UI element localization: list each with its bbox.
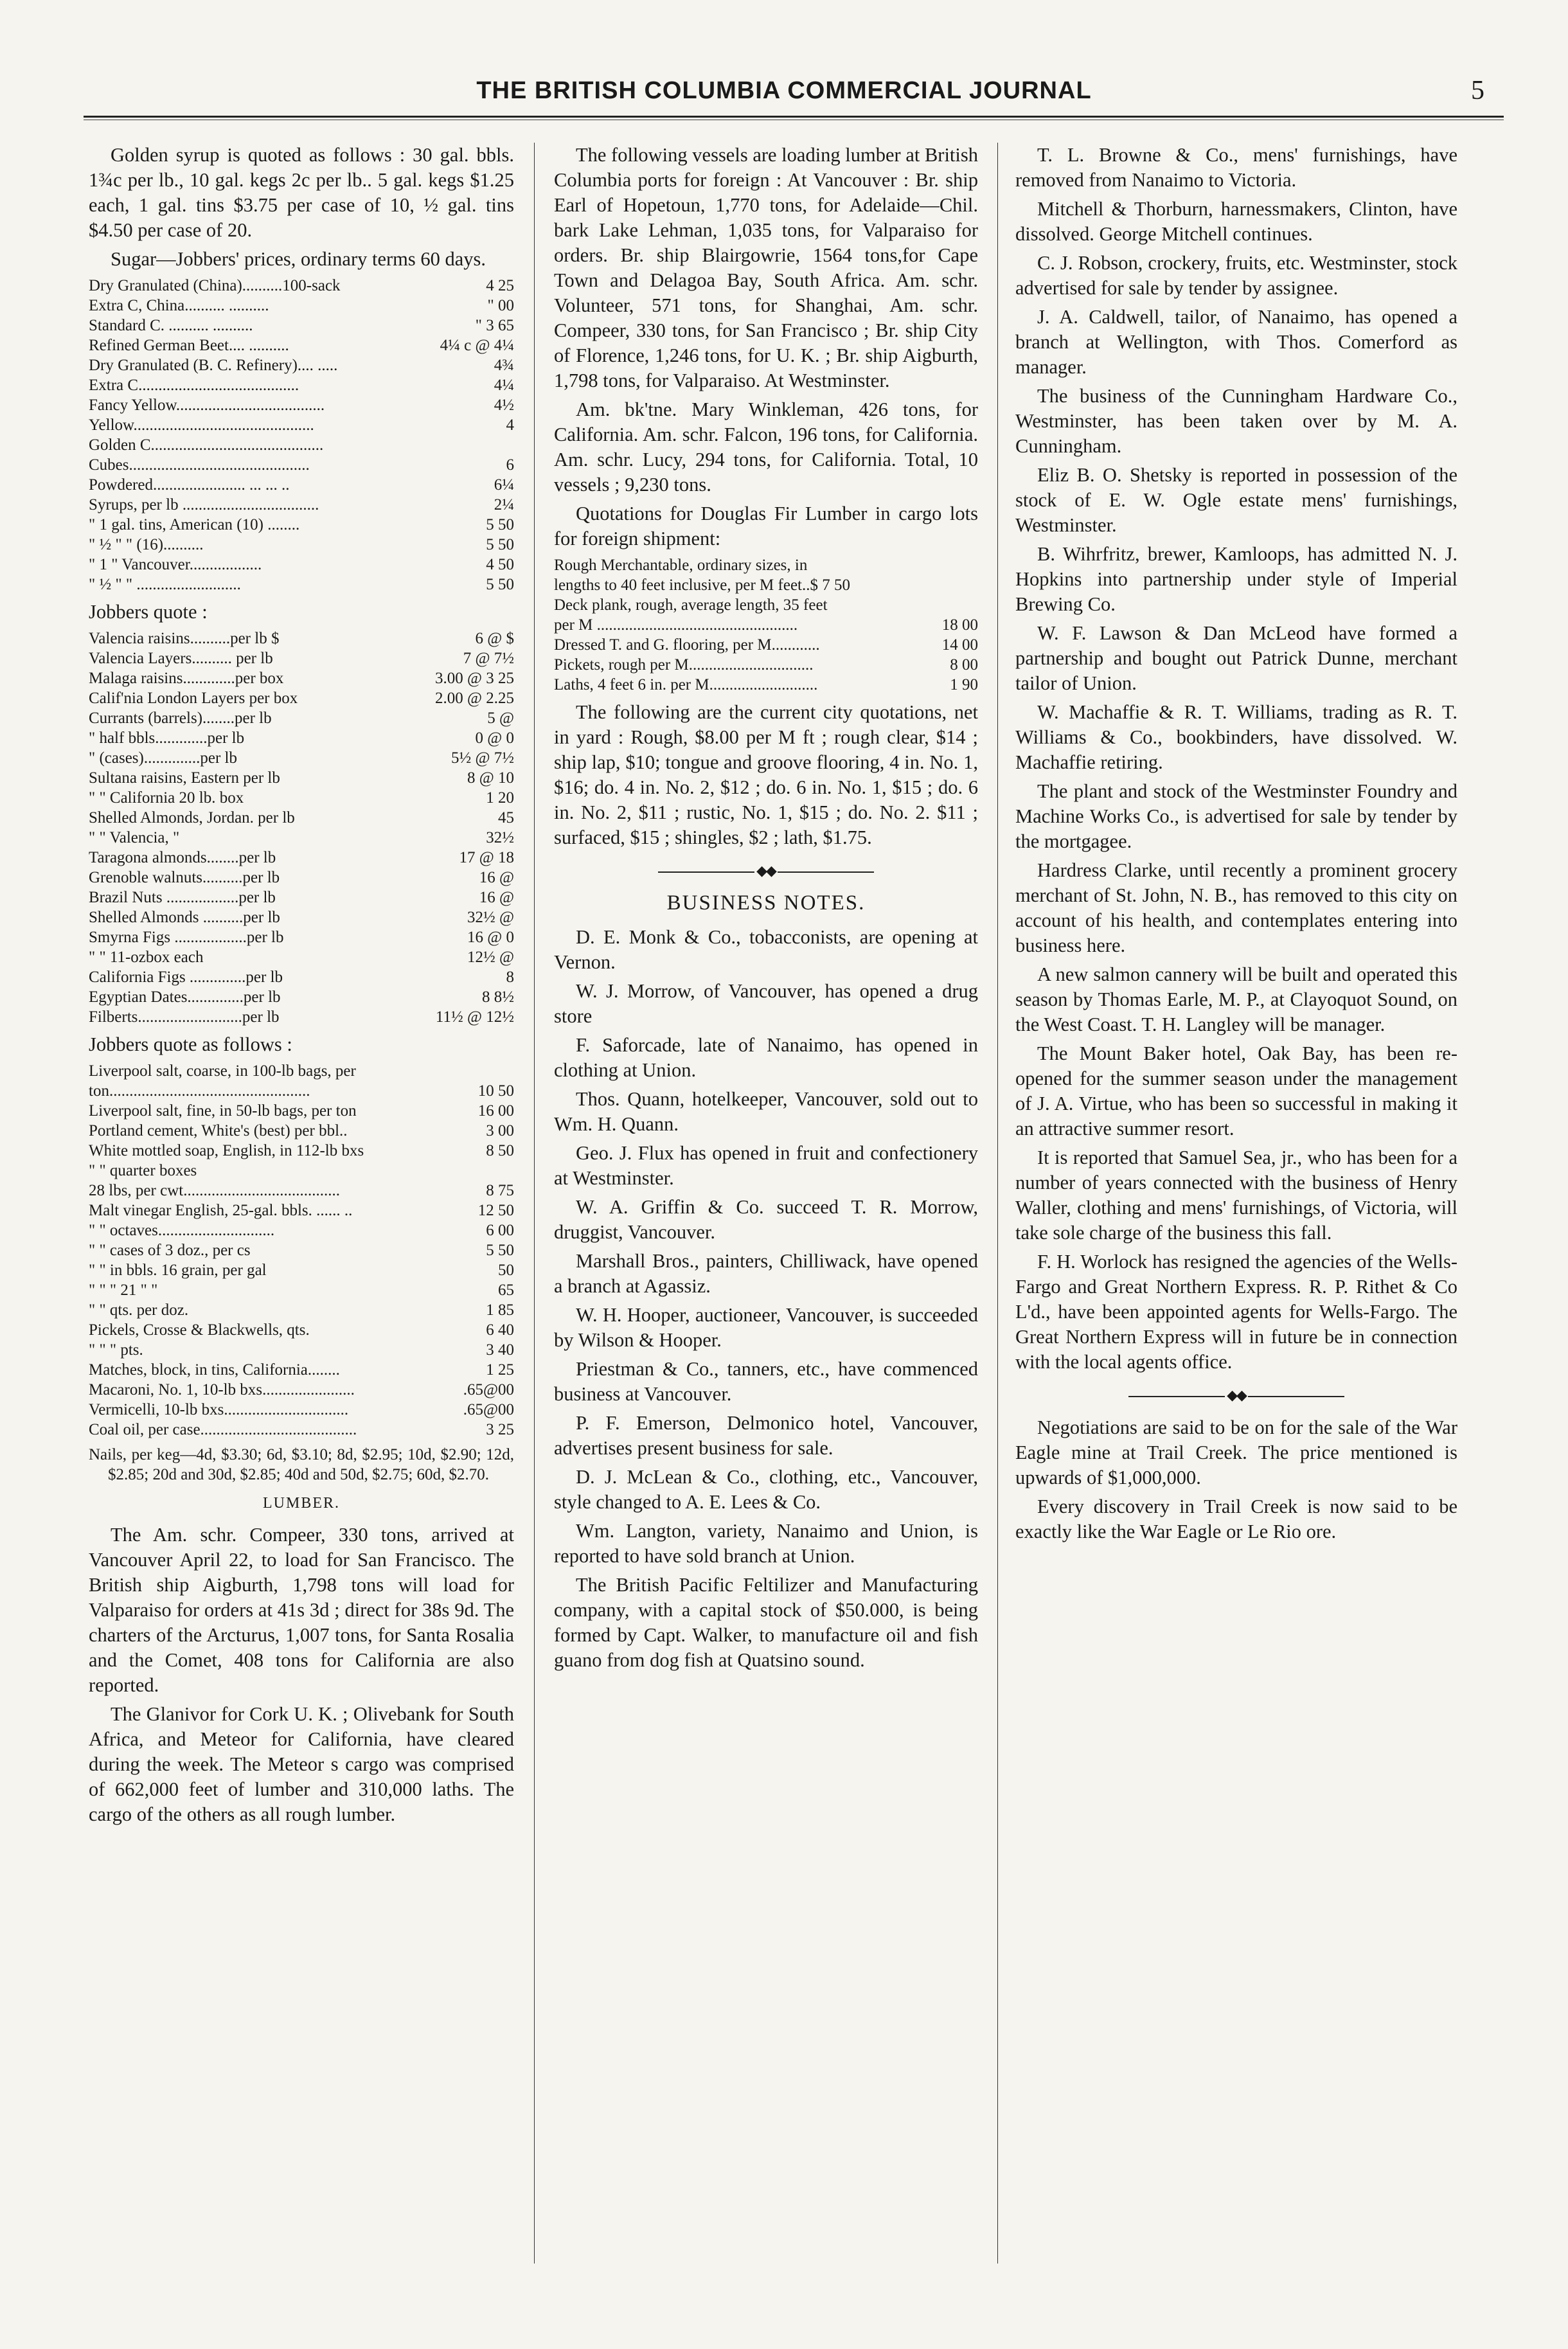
business-note: F. H. Worlock has resigned the agencies of the Wells-Fargo and Great Northern Express. R. P. Rithet & Co L'd., have been appointed agents for Wells-Fargo. The Great Northern Express will in future be in connection with the local agents office.: [1015, 1251, 1457, 1373]
price-item-name: Liverpool salt, fine, in 50-lb bags, per ton: [89, 1102, 357, 1120]
price-item-value: 8 75: [486, 1182, 514, 1199]
price-row: [89, 276, 514, 296]
column-divider-2: [997, 143, 998, 2264]
price-row: [89, 296, 514, 316]
price-item-value: 6¼: [494, 476, 514, 494]
business-note: Thos. Quann, hotelkeeper, Vancouver, sold out to Wm. H. Quann.: [554, 1088, 978, 1135]
price-row: [89, 1220, 514, 1240]
price-item-name: " 1 gal. tins, American (10) ........: [89, 516, 300, 533]
price-row: [89, 395, 514, 415]
column-1: [89, 143, 514, 1831]
sugar-intro: Sugar—Jobbers' prices, ordinary terms 60 days.: [111, 248, 486, 270]
section-ornament-2: ◆◆: [1015, 1382, 1457, 1407]
price-item-value: 1 85: [486, 1301, 514, 1319]
price-row: [89, 415, 514, 435]
price-item-name: Golden C...........................................: [89, 436, 324, 454]
business-note: W. F. Lawson & Dan McLeod have formed a partnership and bought out Patrick Dunne, merchant tailor of Union.: [1015, 622, 1457, 694]
business-note: B. Wihrfritz, brewer, Kamloops, has admitted N. J. Hopkins into partnership under style of Imperial Brewing Co.: [1015, 543, 1457, 615]
section-ornament: ◆◆: [554, 858, 978, 883]
price-row: [89, 868, 514, 888]
price-row: [89, 1141, 514, 1161]
price-item-name: per M ..................................................: [554, 616, 798, 634]
column-divider-1: [534, 143, 535, 2264]
price-item-value: 4 50: [486, 556, 514, 573]
price-item-name: " " octaves.............................: [89, 1222, 275, 1239]
price-row: [89, 1161, 514, 1181]
price-item-value: 5 50: [486, 1242, 514, 1259]
price-item-value: 6 40: [486, 1321, 514, 1339]
price-row: [89, 1201, 514, 1220]
price-item-name: Standard C. .......... ..........: [89, 317, 253, 334]
sugar-price-table: [89, 276, 514, 594]
price-item-name: " 1 " Vancouver..................: [89, 556, 262, 573]
price-row: [89, 728, 514, 748]
price-row: [89, 748, 514, 768]
price-row: [89, 1420, 514, 1440]
price-item-value: .65@00: [463, 1381, 514, 1398]
price-row: [89, 648, 514, 668]
business-note: Hardress Clarke, until recently a prominent grocery merchant of St. John, N. B., has removed to this city on account of his health, and contemplates entering into business here.: [1015, 859, 1457, 956]
business-note: Geo. J. Flux has opened in fruit and confectionery at Westminster.: [554, 1142, 978, 1189]
price-item-name: " " in bbls. 16 grain, per gal: [89, 1262, 267, 1279]
price-item-value: 4¼: [494, 377, 514, 394]
price-item-name: Portland cement, White's (best) per bbl..: [89, 1122, 348, 1139]
goods-price-table: [89, 1061, 514, 1440]
price-item-value: 7 @ 7½: [463, 650, 514, 667]
price-item-name: " " 11-ozbox each: [89, 949, 204, 966]
price-item-value: [974, 595, 978, 615]
price-row: [554, 555, 978, 575]
price-item-name: " " Valencia, ": [89, 829, 180, 846]
business-note: T. L. Browne & Co., mens' furnishings, have removed from Nanaimo to Victoria.: [1015, 144, 1457, 191]
price-item-value: 3 25: [486, 1421, 514, 1438]
price-item-value: 4½: [494, 397, 514, 414]
business-note: D. J. McLean & Co., clothing, etc., Vancouver, style changed to A. E. Lees & Co.: [554, 1466, 978, 1513]
price-item-name: Dressed T. and G. flooring, per M............: [554, 636, 820, 654]
price-item-value: 12½ @: [467, 949, 514, 966]
price-item-value: 8 50: [486, 1142, 514, 1159]
price-item-name: Pickets, rough per M...............................: [554, 656, 814, 674]
price-row: [89, 1181, 514, 1201]
westminster-vessels-paragraph: Am. bk'tne. Mary Winkleman, 426 tons, for California. Am. schr. Falcon, 196 tons, for California. Am. schr. Lucy, 294 tons, for California. Total, 10 vessels ; 9,230 tons.: [554, 398, 978, 496]
price-item-value: 17 @ 18: [459, 849, 514, 866]
price-item-name: Powdered....................... ... ... ..: [89, 476, 290, 494]
price-item-name: White mottled soap, English, in 112-lb bxs: [89, 1142, 364, 1159]
price-row: [89, 575, 514, 594]
price-item-name: Laths, 4 feet 6 in. per M...........................: [554, 676, 818, 693]
price-item-value: 8 00: [950, 656, 978, 674]
business-note: W. A. Griffin & Co. succeed T. R. Morrow, druggist, Vancouver.: [554, 1196, 978, 1243]
price-item-value: 8: [506, 969, 514, 986]
price-item-value: 1 90: [950, 676, 978, 693]
business-note: The business of the Cunningham Hardware Co., Westminster, has been taken over by M. A. Cunningham.: [1015, 385, 1457, 457]
price-row: [89, 1300, 514, 1320]
price-item-name: Brazil Nuts ..................per lb: [89, 889, 276, 906]
price-row: [89, 848, 514, 868]
price-row: [89, 535, 514, 555]
price-row: [89, 1340, 514, 1360]
business-note: W. Machaffie & R. T. Williams, trading as R. T. Williams & Co., bookbinders, have dissolved. W. Machaffie retiring.: [1015, 701, 1457, 773]
price-item-value: 32½ @: [467, 909, 514, 926]
price-row: [554, 615, 978, 635]
price-item-value: 50: [498, 1262, 514, 1279]
price-item-name: Deck plank, rough, average length, 35 feet: [554, 596, 828, 614]
business-note: The Mount Baker hotel, Oak Bay, has been re-opened for the summer season under the management of J. A. Virtue, who has been so successful in making it an attractive summer resort.: [1015, 1042, 1457, 1139]
price-item-value: [510, 435, 514, 455]
price-row: [89, 495, 514, 515]
price-item-value: 32½: [486, 829, 514, 846]
price-item-name: " ½ " " ..........................: [89, 576, 241, 593]
price-item-value: [974, 575, 978, 595]
price-row: [89, 888, 514, 907]
price-item-value: .65@00: [463, 1401, 514, 1418]
jobbers-quote-label-2: Jobbers quote as follows :: [89, 1033, 292, 1055]
column-3: [1015, 143, 1457, 1548]
price-row: [89, 1360, 514, 1380]
price-item-value: 6 @ $: [475, 630, 514, 647]
price-row: [89, 555, 514, 575]
price-item-value: [510, 1161, 514, 1181]
price-item-name: Valencia raisins..........per lb $: [89, 630, 280, 647]
business-note: Wm. Langton, variety, Nanaimo and Union, is reported to have sold branch at Union.: [554, 1520, 978, 1567]
journal-title: THE BRITISH COLUMBIA COMMERCIAL JOURNAL: [476, 77, 1092, 104]
price-row: [89, 1260, 514, 1280]
price-item-name: " half bbls.............per lb: [89, 729, 245, 747]
price-item-name: Cubes.............................................: [89, 456, 310, 474]
price-item-name: 28 lbs, per cwt.......................................: [89, 1182, 340, 1199]
price-row: [89, 927, 514, 947]
price-item-value: " 3 65: [475, 317, 514, 334]
price-row: [89, 668, 514, 688]
business-note: Mitchell & Thorburn, harnessmakers, Clinton, have dissolved. George Mitchell continues.: [1015, 198, 1457, 245]
lumber-paragraph-2: The Glanivor for Cork U. K. ; Olivebank for South Africa, and Meteor for California, have cleared during the week. The Meteor s cargo was comprised of 662,000 feet of lumber and 310,000 laths. The cargo of the others as all rough lumber.: [89, 1703, 514, 1825]
page-number: 5: [1471, 76, 1484, 105]
price-row: [554, 595, 978, 615]
price-row: [89, 475, 514, 495]
price-item-value: 10 50: [477, 1082, 514, 1100]
price-item-name: Shelled Almonds, Jordan. per lb: [89, 809, 295, 826]
price-item-name: Dry Granulated (B. C. Refinery).... .....: [89, 357, 338, 374]
price-item-value: 0 @ 0: [475, 729, 514, 747]
price-row: [89, 808, 514, 828]
price-row: [89, 1240, 514, 1260]
price-row: [89, 828, 514, 848]
price-row: [554, 675, 978, 695]
price-item-value: " 00: [487, 297, 514, 314]
price-item-name: Syrups, per lb ..................................: [89, 496, 319, 514]
price-item-value: 12 50: [477, 1202, 514, 1219]
price-item-value: 65: [498, 1282, 514, 1299]
price-item-name: Malaga raisins.............per box: [89, 670, 284, 687]
lumber-paragraph-1: The Am. schr. Compeer, 330 tons, arrived at Vancouver April 22, to load for San Francisco. The British ship Aigburth, 1,798 tons will load for Valparaiso for orders at 41s 3d ; direct for 38s 9d. The charters of the Arcturus, 1,007 tons, for Santa Rosalia and the Comet, 408 tons for California are also reported.: [89, 1524, 514, 1696]
column-2: [554, 143, 978, 1677]
business-note: Negotiations are said to be on for the sale of the War Eagle mine at Trail Creek. The price mentioned is upwards of $1,000,000.: [1015, 1416, 1457, 1488]
business-note: W. J. Morrow, of Vancouver, has opened a drug store: [554, 980, 978, 1027]
price-row: [89, 987, 514, 1007]
price-row: [554, 655, 978, 675]
business-note: It is reported that Samuel Sea, jr., who has been for a number of years connected with the business of Henry Waller, clothing and mens' furnishings, of Victoria, will take sole charge of the business this fall.: [1015, 1147, 1457, 1244]
price-item-value: 4 25: [486, 277, 514, 294]
price-row: [89, 688, 514, 708]
price-row: [89, 967, 514, 987]
price-item-value: 5½ @ 7½: [450, 749, 514, 767]
price-row: [89, 768, 514, 788]
price-item-name: Filberts..........................per lb: [89, 1008, 280, 1026]
price-item-name: Vermicelli, 10-lb bxs...............................: [89, 1401, 349, 1418]
price-item-name: Malt vinegar English, 25-gal. bbls. ...... ..: [89, 1202, 353, 1219]
price-item-value: 5 @: [487, 710, 514, 727]
price-item-value: [974, 555, 978, 575]
price-item-value: [510, 1061, 514, 1081]
price-row: [89, 1320, 514, 1340]
price-item-name: Macaroni, No. 1, 10-lb bxs.......................: [89, 1381, 355, 1398]
price-item-value: 11½ @ 12½: [435, 1008, 514, 1026]
price-item-name: " " California 20 lb. box: [89, 789, 244, 807]
price-item-name: " " cases of 3 doz., per cs: [89, 1242, 251, 1259]
price-row: [89, 1121, 514, 1141]
price-item-value: 5 50: [486, 516, 514, 533]
price-item-value: 2¼: [494, 496, 514, 514]
business-note: F. Saforcade, late of Nanaimo, has opened in clothing at Union.: [554, 1034, 978, 1081]
price-item-name: lengths to 40 feet inclusive, per M feet..$ 7 50: [554, 576, 850, 594]
price-row: [89, 1101, 514, 1121]
price-item-name: Fancy Yellow.....................................: [89, 397, 325, 414]
price-item-value: 16 @: [479, 889, 514, 906]
page-header: [84, 71, 1484, 111]
price-row: [89, 1400, 514, 1420]
price-item-value: 6: [506, 456, 514, 474]
business-note: A new salmon cannery will be built and operated this season by Thomas Earle, M. P., at Clayoquot Sound, on the West Coast. T. H. Langley will be manager.: [1015, 963, 1457, 1035]
price-item-name: Smyrna Figs ..................per lb: [89, 929, 284, 946]
price-item-name: Calif'nia London Layers per box: [89, 690, 298, 707]
business-note: W. H. Hooper, auctioneer, Vancouver, is succeeded by Wilson & Hooper.: [554, 1304, 978, 1351]
price-row: [89, 1061, 514, 1081]
price-item-name: " (cases)..............per lb: [89, 749, 237, 767]
price-item-name: Extra C........................................: [89, 377, 299, 394]
price-row: [89, 629, 514, 648]
price-item-name: Matches, block, in tins, California........: [89, 1361, 340, 1379]
price-item-name: Yellow.............................................: [89, 416, 314, 434]
price-item-value: 8 @ 10: [467, 769, 514, 787]
city-quotations-paragraph: The following are the current city quotations, net in yard : Rough, $8.00 per M ft ; rough clear, $14 ; ship lap, $10; tongue and groove flooring, 4 in. No. 1, $16; do. 4 in. No. 2, $12 ; do. 6 in. No. 1, $15 ; do. 6 in. No. 2, $11 ; rustic, No. 1, $15 ; do. No. 2. $11 ; surfaced, $15 ; shingles, $2 ; lath, $1.75.: [554, 701, 978, 848]
price-row: [89, 435, 514, 455]
price-item-value: 5 50: [486, 536, 514, 553]
price-item-name: Taragona almonds........per lb: [89, 849, 276, 866]
price-item-name: Refined German Beet.... ..........: [89, 337, 289, 354]
price-item-name: Liverpool salt, coarse, in 100-lb bags, per: [89, 1062, 356, 1080]
business-notes-list: [554, 925, 978, 1673]
business-notes-heading: BUSINESS NOTES.: [666, 891, 866, 915]
price-item-value: 1 20: [486, 789, 514, 807]
price-item-value: 18 00: [941, 616, 978, 634]
fruit-price-table: [89, 629, 514, 1027]
price-item-name: ton..................................................: [89, 1082, 310, 1100]
price-item-name: Rough Merchantable, ordinary sizes, in: [554, 557, 808, 574]
price-item-name: " ½ " " (16)..........: [89, 536, 204, 553]
price-row: [89, 316, 514, 335]
price-item-value: 3 00: [486, 1122, 514, 1139]
business-note: The British Pacific Feltilizer and Manufacturing company, with a capital stock of $50.000, is being formed by Capt. Walker, to manufacture oil and fish guano from dog fish at Quatsino sound.: [554, 1574, 978, 1671]
price-item-name: Extra C, China.......... ..........: [89, 297, 269, 314]
fir-quotations-intro: Quotations for Douglas Fir Lumber in cargo lots for foreign shipment:: [554, 503, 978, 549]
price-item-name: Valencia Layers.......... per lb: [89, 650, 273, 667]
price-item-value: 1 25: [486, 1361, 514, 1379]
price-item-value: 45: [498, 809, 514, 826]
price-item-value: 8 8½: [482, 988, 514, 1006]
price-row: [89, 1380, 514, 1400]
price-item-name: Coal oil, per case.......................................: [89, 1421, 357, 1438]
business-note: J. A. Caldwell, tailor, of Nanaimo, has opened a branch at Wellington, with Thos. Comerford as manager.: [1015, 306, 1457, 378]
golden-syrup-paragraph: Golden syrup is quoted as follows : 30 gal. bbls. 1¾c per lb., 10 gal. kegs 2c per lb.. 5 gal. kegs $1.25 each, 1 gal. tins $3.75 per case of 10, ½ gal. tins $4.50 per case of 20.: [89, 144, 514, 241]
price-item-name: Grenoble walnuts..........per lb: [89, 869, 280, 886]
price-item-name: Shelled Almonds ..........per lb: [89, 909, 280, 926]
price-item-value: 16 00: [477, 1102, 514, 1120]
header-rule: [84, 116, 1504, 118]
price-item-name: Currants (barrels)........per lb: [89, 710, 272, 727]
price-row: [89, 1007, 514, 1027]
price-row: [554, 635, 978, 655]
price-item-name: " " quarter boxes: [89, 1162, 197, 1179]
price-row: [89, 455, 514, 475]
price-item-value: 16 @: [479, 869, 514, 886]
price-item-name: " " qts. per doz.: [89, 1301, 189, 1319]
price-item-value: 4¾: [494, 357, 514, 374]
business-note: Eliz B. O. Shetsky is reported in possession of the stock of E. W. Ogle estate mens' furnishings, Westminster.: [1015, 464, 1457, 536]
nails-prices: Nails, per keg—4d, $3.30; 6d, $3.10; 8d, $2.95; 10d, $2.90; 12d, $2.85; 20d and 30d, $2.85; 40d and 50d, $2.75; 60d, $2.70.: [89, 1446, 514, 1483]
price-row: [89, 355, 514, 375]
price-row: [89, 907, 514, 927]
price-item-value: 2.00 @ 2.25: [434, 690, 514, 707]
price-item-name: Sultana raisins, Eastern per lb: [89, 769, 280, 787]
price-item-value: 14 00: [941, 636, 978, 654]
jobbers-quote-label: Jobbers quote :: [89, 601, 208, 623]
business-note: Marshall Bros., painters, Chilliwack, have opened a branch at Agassiz.: [554, 1250, 978, 1297]
business-note: Every discovery in Trail Creek is now said to be exactly like the War Eagle or Le Rio ore.: [1015, 1496, 1457, 1542]
price-row: [89, 947, 514, 967]
business-note: D. E. Monk & Co., tobacconists, are opening at Vernon.: [554, 926, 978, 973]
price-row: [89, 1081, 514, 1101]
business-note: Priestman & Co., tanners, etc., have commenced business at Vancouver.: [554, 1358, 978, 1405]
price-item-value: 16 @ 0: [467, 929, 514, 946]
business-notes-list-continued: [1015, 143, 1457, 1375]
mining-notes-list: [1015, 1415, 1457, 1544]
price-item-name: " " " 21 " ": [89, 1282, 158, 1299]
price-row: [89, 788, 514, 808]
price-item-value: 5 50: [486, 576, 514, 593]
price-item-value: 4: [506, 416, 514, 434]
price-item-name: Egyptian Dates..............per lb: [89, 988, 281, 1006]
price-item-value: 3.00 @ 3 25: [434, 670, 514, 687]
price-row: [89, 1280, 514, 1300]
price-item-value: 3 40: [486, 1341, 514, 1359]
price-row: [554, 575, 978, 595]
price-item-value: 4¼ c @ 4¼: [440, 337, 514, 354]
business-note: P. F. Emerson, Delmonico hotel, Vancouver, advertises present business for sale.: [554, 1412, 978, 1459]
price-item-name: Dry Granulated (China)..........100-sack: [89, 277, 341, 294]
price-row: [89, 708, 514, 728]
price-row: [89, 375, 514, 395]
fir-lumber-table: [554, 555, 978, 695]
business-note: The plant and stock of the Westminster Foundry and Machine Works Co., is advertised for sale by tender by the mortgagee.: [1015, 780, 1457, 852]
vessels-paragraph: The following vessels are loading lumber at British Columbia ports for foreign : At Vancouver : Br. ship Earl of Hopetoun, 1,770 tons, for Adelaide—Chil. bark Lake Lehman, 1,035 tons, for Valparaiso for orders. Br. ship Blairgowrie, 1564 tons,for Cape Town and Delagoa Bay, South Africa. Am. schr. Volunteer, 571 tons, for Shanghai, Am. schr. Compeer, 330 tons, for San Francisco ; Br. ship City of Florence, 1,246 tons, for U. K. ; Br. ship Aigburth, 1,798 tons, for Valparaiso. At Westminster.: [554, 144, 978, 391]
price-item-name: " " " pts.: [89, 1341, 143, 1359]
price-row: [89, 335, 514, 355]
lumber-subheading: LUMBER.: [262, 1495, 340, 1512]
price-item-name: California Figs ..............per lb: [89, 969, 283, 986]
price-item-name: Pickels, Crosse & Blackwells, qts.: [89, 1321, 310, 1339]
business-note: C. J. Robson, crockery, fruits, etc. Westminster, stock advertised for sale by tender by assignee.: [1015, 252, 1457, 299]
price-row: [89, 515, 514, 535]
price-item-value: 6 00: [486, 1222, 514, 1239]
